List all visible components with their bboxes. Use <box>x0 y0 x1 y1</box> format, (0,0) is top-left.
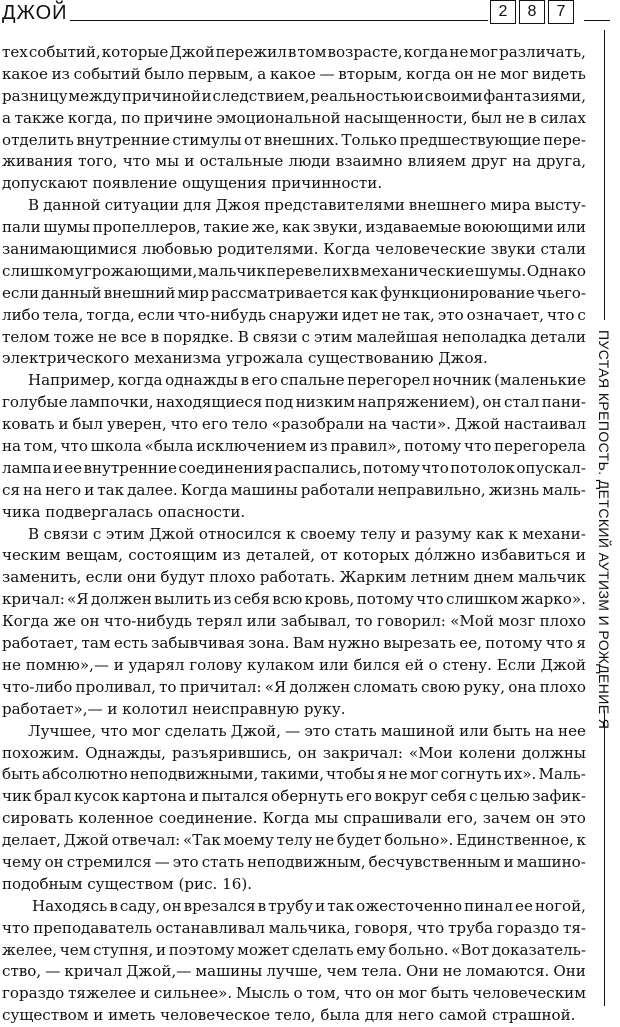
paragraph <box>2 42 586 195</box>
side-rule-top <box>604 30 605 320</box>
text-line: электрического механизма угрожала существованию Джоя. <box>2 349 488 368</box>
text-line: делает, Джой отвечал: «Так моему телу не будет больно». Единственное, к <box>2 831 586 850</box>
text-line: гораздо тяжелее и сильнее». Мысль о том, что он мог быть человеческим <box>2 984 586 1003</box>
text-line: Находясь в саду, он врезался в трубу и так ожесточенно пинал ее ногой, <box>32 896 586 915</box>
text-line: В связи с этим Джой относился к своему телу и разуму как к механи- <box>28 524 586 543</box>
text-line: похожим. Однажды, разъярившись, он закричал: «Мои колени должны <box>2 743 586 762</box>
text-line: Когда же он что-нибудь терял или забывал, то говорил: «Мой мозг плохо <box>2 612 586 631</box>
text-line: разницу между причиной и следствием, реальностью и своими фантазиями, <box>2 86 586 105</box>
text-line: какое из событий было первым, а какое — вторым, когда он не мог видеть <box>2 64 586 83</box>
text-line: а также когда, по причине эмоциональной насыщенности, был не в силах <box>2 108 586 127</box>
header-rule <box>70 20 488 21</box>
text-line: либо тела, тогда, если что-нибудь снаружи идет не так, это означает, что с <box>2 305 586 324</box>
text-line: телом тоже не все в порядке. В связи с этим малейшая неполадка детали <box>2 327 586 346</box>
text-line: что-либо проливал, то причитал: «Я должен сломать свою руку, она плохо <box>2 677 586 696</box>
text-line: ся на него и так далее. Когда машины работали неправильно, жизнь маль- <box>2 480 586 499</box>
page-digit: 2 <box>490 0 516 24</box>
text-line: ковать и был уверен, что его тело «разобрали на части». Джой настаивал <box>2 415 586 434</box>
text-line: желее, чем ступня, и поэтому может сделать ему больно. «Вот доказатель- <box>2 940 586 959</box>
paragraph <box>2 524 586 721</box>
text-line: не помню»,— и ударял голову кулаком или бился ей о стену. Если Джой <box>2 655 586 674</box>
text-line: заменить, если они будут плохо работать. Жарким летним днем мальчик <box>2 568 586 587</box>
text-line: лампа и ее внутренние соединения распались, потому что потолок опускал- <box>2 458 586 477</box>
text-line: живания того, что мы и остальные люди взаимно влияем друг на друга, <box>2 152 586 171</box>
header-rule-right <box>584 20 610 21</box>
text-line: работает, там есть забывчивая зона. Вам нужно вырезать ее, потому что я <box>2 634 586 653</box>
text-line: Например, когда однажды в его спальне перегорел ночник (маленькие <box>28 371 586 390</box>
body-text <box>2 42 586 1025</box>
page-digit: 8 <box>519 0 545 24</box>
text-line: ческим вещам, состоящим из деталей, от которых до́лжно избавиться и <box>2 546 586 565</box>
text-line: В данной ситуации для Джоя представителями внешнего мира высту- <box>28 196 586 215</box>
chapter-title: ДЖОЙ <box>2 2 68 24</box>
text-line: чик брал кусок картона и пытался обернуть его вокруг себя с целью зафик- <box>2 787 586 806</box>
text-line: кричал: «Я должен вылить из себя всю кровь, потому что слишком жарко». <box>2 590 586 609</box>
paragraph <box>2 370 586 523</box>
text-line: работает»,— и колотил неисправную руку. <box>2 699 346 718</box>
text-line: голубые лампочки, находящиеся под низким напряжением), он стал пани- <box>2 393 586 412</box>
text-line: быть абсолютно неподвижными, такими, чтобы я не мог согнуть их». Маль- <box>2 765 586 784</box>
text-line: существом и иметь человеческое тело, была для него самой страшной. <box>2 1006 576 1025</box>
text-line: подобным существом (рис. 16). <box>2 874 253 893</box>
text-line: занимающимися любовью родителями. Когда человеческие звуки стали <box>2 240 586 259</box>
paragraph <box>2 896 586 1027</box>
text-line: чика подвергалась опасности. <box>2 502 246 521</box>
text-line: пали шумы пропеллеров, такие же, как звуки, издаваемые воюющими или <box>2 218 586 237</box>
text-line: Лучшее, что мог сделать Джой, — это стать машиной или быть на нее <box>28 721 586 740</box>
side-rule-bottom <box>604 710 605 1006</box>
paragraph <box>2 195 586 370</box>
page-number <box>490 0 574 26</box>
text-line: на том, что школа «была исключением из правил», потому что перегорела <box>2 437 586 456</box>
text-line: чему он стремился — это стать неподвижным, бесчувственным и машино- <box>2 852 586 871</box>
page-digit: 7 <box>548 0 574 24</box>
text-line: сировать коленное соединение. Когда мы спрашивали его, зачем он это <box>2 809 586 828</box>
text-line: если данный внешний мир рассматривается как функционирование чьего- <box>2 283 586 302</box>
running-title: ПУСТАЯ КРЕПОСТЬ. ДЕТСКИЙ АУТИЗМ И РОЖДЕНИЕ Я <box>596 330 612 730</box>
text-line: тех событий, которые Джой пережил в том возрасте, когда не мог различать, <box>2 43 586 61</box>
text-line: допускают появление ощущения причинности. <box>2 174 383 193</box>
text-line: что преподаватель останавливал мальчика, говоря, что труба гораздо тя- <box>2 918 586 937</box>
text-line: слишком угрожающими, мальчик перевел их в механические шумы. Однако <box>2 261 586 280</box>
paragraph <box>2 721 586 896</box>
text-line: ство, — кричал Джой,— машины лучше, чем тела. Они не ломаются. Они <box>2 962 586 981</box>
text-line: отделить внутренние стимулы от внешних. Только предшествующие пере- <box>2 130 586 149</box>
